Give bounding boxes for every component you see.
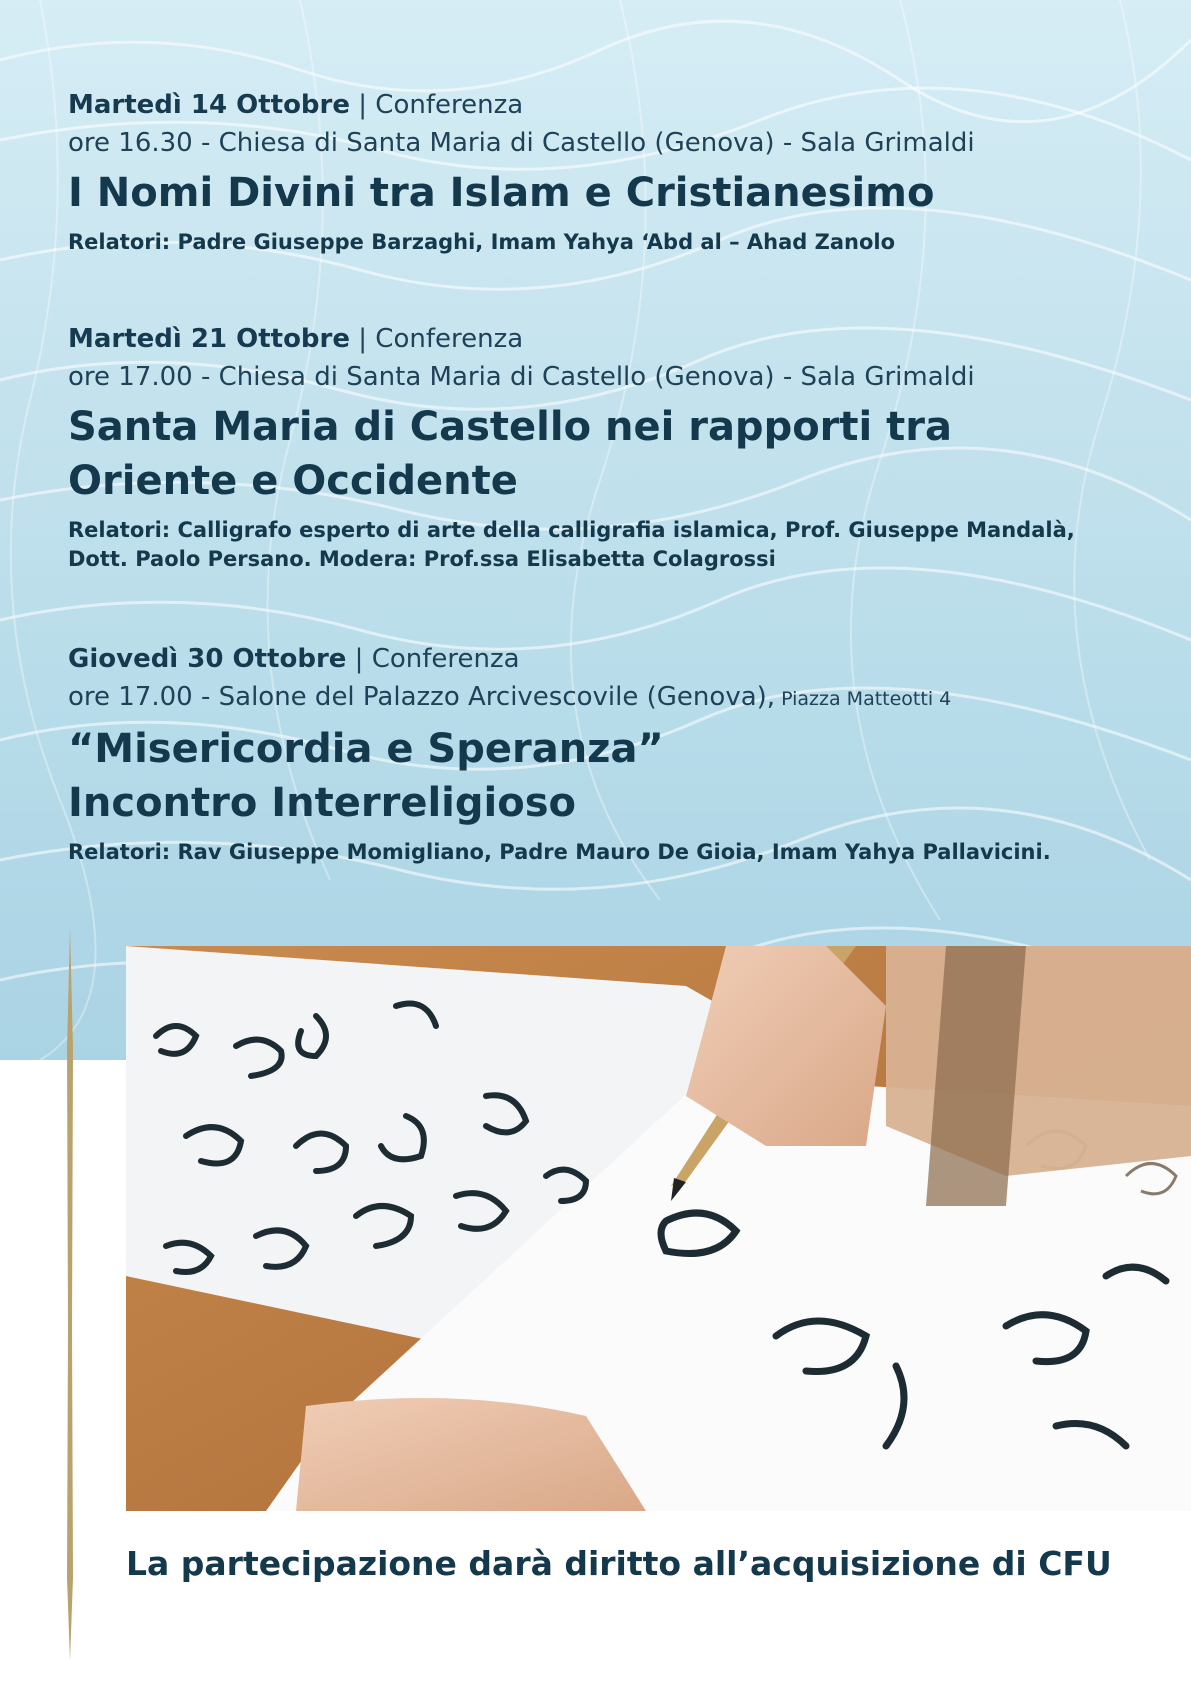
event-title-line: Oriente e Occidente	[68, 458, 518, 504]
event-speakers	[68, 838, 1148, 867]
event-time-place-main: ore 17.00 - Salone del Palazzo Arcivescovile (Genova),	[68, 682, 776, 712]
event-date: Martedì 14 Ottobre	[68, 90, 351, 120]
event-time-place: ore 17.00 - Chiesa di Santa Maria di Castello (Genova) - Sala Grimaldi	[68, 362, 975, 392]
event-speakers	[68, 228, 1148, 257]
event-time-place	[68, 678, 1148, 718]
event-2	[68, 320, 1148, 574]
event-title-line: I Nomi Divini tra Islam e Cristianesimo	[68, 170, 935, 216]
event-title-line: Incontro Interreligioso	[68, 780, 577, 826]
event-1	[68, 86, 1148, 257]
event-title	[68, 400, 1148, 508]
event-type: | Conferenza	[358, 324, 524, 354]
event-speakers-line: Relatori: Padre Giuseppe Barzaghi, Imam Yahya ‘Abd al – Ahad Zanolo	[68, 230, 896, 254]
calligraphy-photo	[126, 946, 1191, 1511]
gold-brush-line	[64, 928, 76, 1661]
event-address: Piazza Matteotti 4	[775, 688, 952, 710]
event-date-line	[68, 86, 1148, 124]
event-type: | Conferenza	[354, 644, 520, 674]
event-speakers-line: Relatori: Rav Giuseppe Momigliano, Padre Mauro De Gioia, Imam Yahya Pallavicini.	[68, 840, 1051, 864]
event-date-line	[68, 320, 1148, 358]
event-title-line: “Misericordia e Speranza”	[68, 726, 664, 772]
event-type: | Conferenza	[358, 90, 524, 120]
event-title	[68, 166, 1148, 220]
event-date: Giovedì 30 Ottobre	[68, 644, 347, 674]
event-speakers-line: Relatori: Calligrafo esperto di arte della calligrafia islamica, Prof. Giuseppe Mandalà,	[68, 518, 1075, 542]
event-title-line: Santa Maria di Castello nei rapporti tra	[68, 404, 953, 450]
event-title	[68, 722, 1148, 830]
event-speakers-line: Dott. Paolo Persano. Modera: Prof.ssa Elisabetta Colagrossi	[68, 547, 776, 571]
event-3	[68, 640, 1148, 867]
event-time-place: ore 16.30 - Chiesa di Santa Maria di Castello (Genova) - Sala Grimaldi	[68, 128, 975, 158]
event-date-line	[68, 640, 1148, 678]
event-speakers	[68, 516, 1148, 574]
footer-note: La partecipazione darà diritto all’acquisizione di CFU	[126, 1544, 1112, 1583]
event-date: Martedì 21 Ottobre	[68, 324, 351, 354]
